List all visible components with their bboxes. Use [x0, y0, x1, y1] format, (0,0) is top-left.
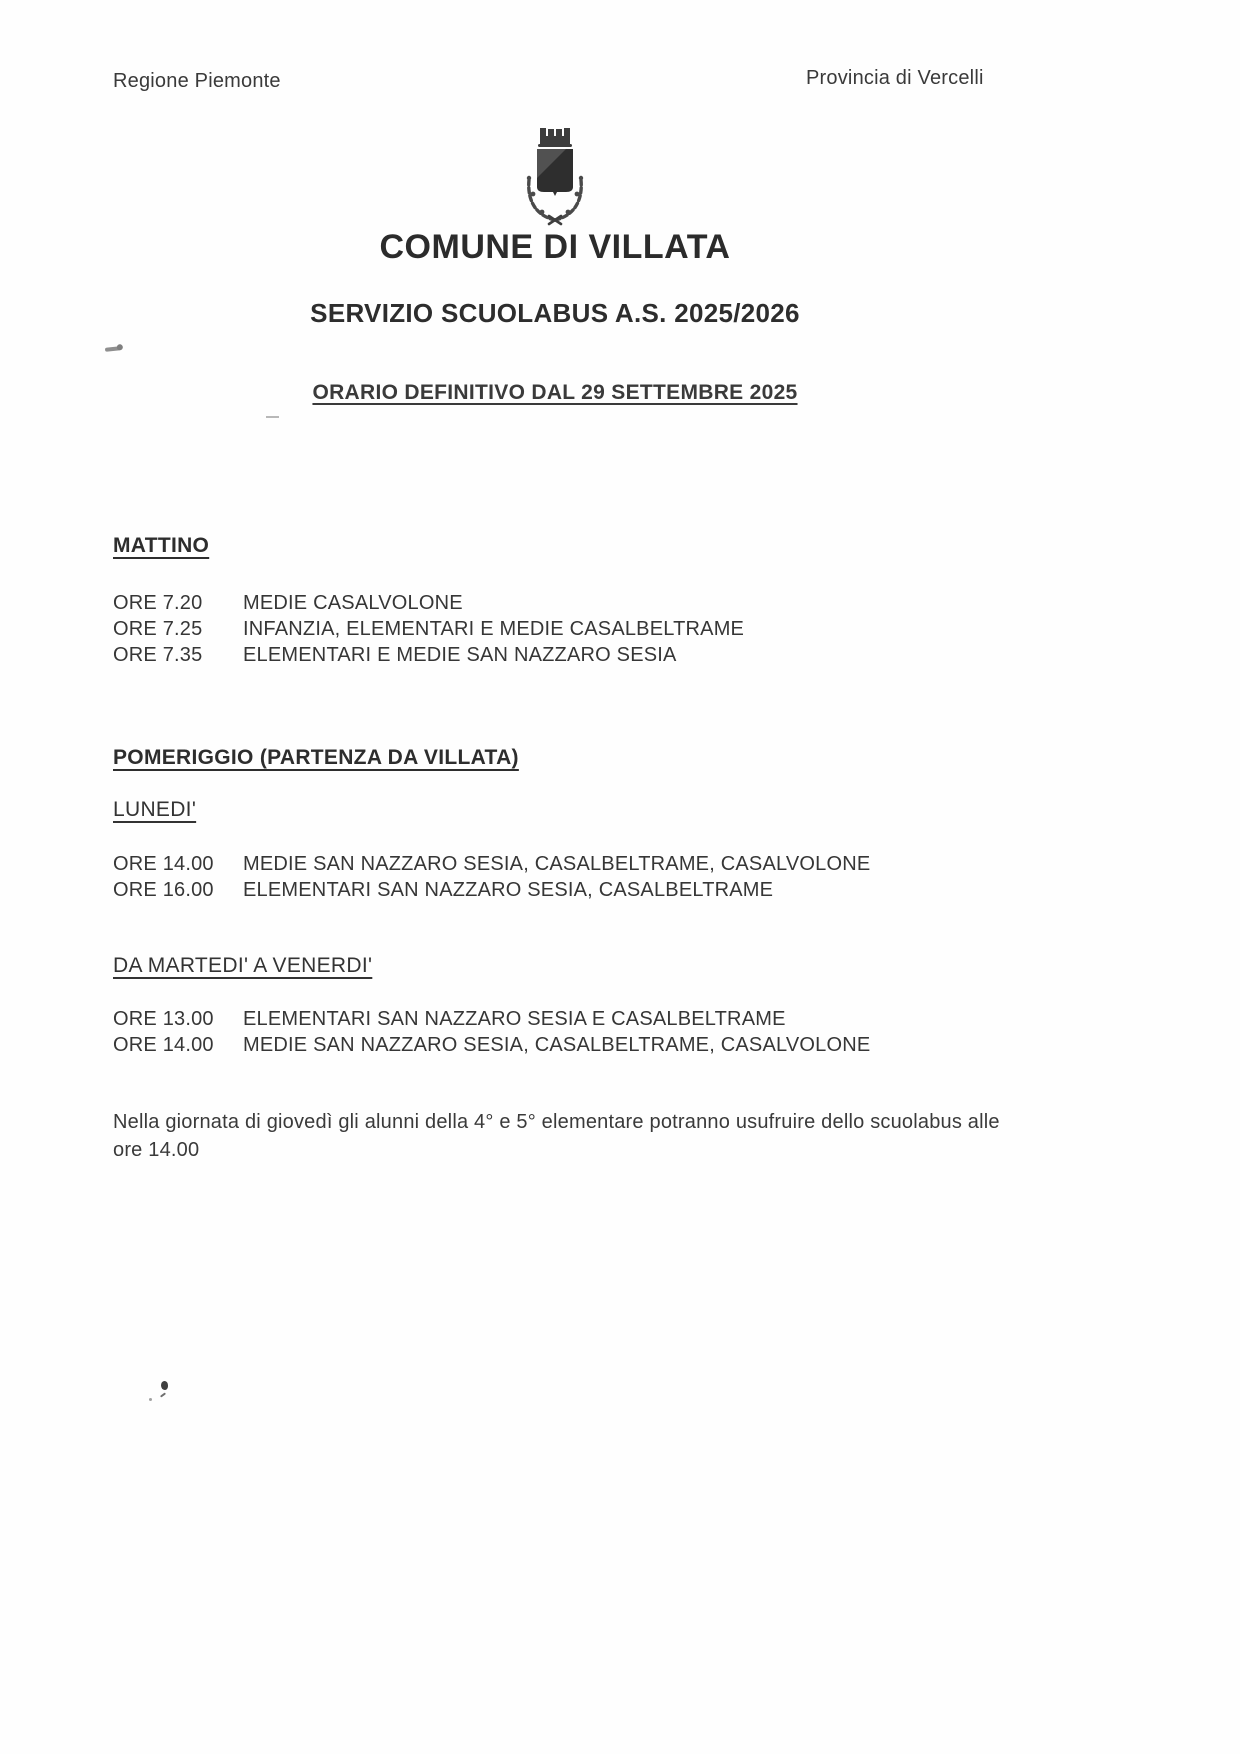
route-description: MEDIE CASALVOLONE — [243, 592, 463, 614]
scan-smudge — [149, 1398, 152, 1401]
departure-time: ORE 7.20 — [113, 592, 203, 614]
morning-schedule-list — [113, 590, 1013, 668]
route-description: ELEMENTARI SAN NAZZARO SESIA, CASALBELTRAME — [243, 879, 774, 901]
schedule-row — [113, 642, 1013, 668]
region-label: Regione Piemonte — [113, 70, 281, 92]
villata-coat-of-arms-icon — [113, 124, 997, 228]
municipality-title: COMUNE DI VILLATA — [379, 228, 731, 266]
scan-smudge — [161, 1381, 168, 1390]
departure-time: ORE 16.00 — [113, 879, 214, 901]
thursday-note — [113, 1108, 1013, 1164]
tuesday-friday-schedule-list — [113, 1006, 1013, 1058]
scan-smudge — [105, 346, 121, 352]
route-description: ELEMENTARI E MEDIE SAN NAZZARO SESIA — [243, 644, 677, 666]
schedule-effective-title: ORARIO DEFINITIVO DAL 29 SETTEMBRE 2025 — [312, 381, 798, 404]
monday-schedule-list — [113, 851, 1013, 903]
route-description: INFANZIA, ELEMENTARI E MEDIE CASALBELTRAME — [243, 618, 745, 640]
note-line: ore 14.00 — [113, 1139, 200, 1161]
scan-smudge — [266, 416, 279, 418]
section-morning-heading: MATTINO — [113, 534, 210, 557]
province-label: Provincia di Vercelli — [806, 67, 984, 89]
route-description: MEDIE SAN NAZZARO SESIA, CASALBELTRAME, CASALVOLONE — [243, 1034, 871, 1056]
route-description: MEDIE SAN NAZZARO SESIA, CASALBELTRAME, CASALVOLONE — [243, 853, 871, 875]
schedule-row — [113, 590, 1013, 616]
schedule-row — [113, 1032, 1013, 1058]
schedule-row — [113, 877, 1013, 903]
departure-time: ORE 7.25 — [113, 618, 203, 640]
note-line: Nella giornata di giovedì gli alunni della 4° e 5° elementare potranno usufruire dello scuolabus alle — [113, 1111, 1000, 1133]
schedule-row — [113, 616, 1013, 642]
monday-subheading: LUNEDI' — [113, 798, 197, 821]
departure-time: ORE 13.00 — [113, 1008, 214, 1030]
tuesday-friday-subheading: DA MARTEDI' A VENERDI' — [113, 954, 373, 977]
schedule-row — [113, 1006, 1013, 1032]
service-title: SERVIZIO SCUOLABUS A.S. 2025/2026 — [310, 298, 800, 328]
departure-time: ORE 14.00 — [113, 853, 214, 875]
departure-time: ORE 14.00 — [113, 1034, 214, 1056]
section-afternoon-heading: POMERIGGIO (PARTENZA DA VILLATA) — [113, 746, 519, 769]
schedule-row — [113, 851, 1013, 877]
route-description: ELEMENTARI SAN NAZZARO SESIA E CASALBELTRAME — [243, 1008, 786, 1030]
departure-time: ORE 7.35 — [113, 644, 203, 666]
